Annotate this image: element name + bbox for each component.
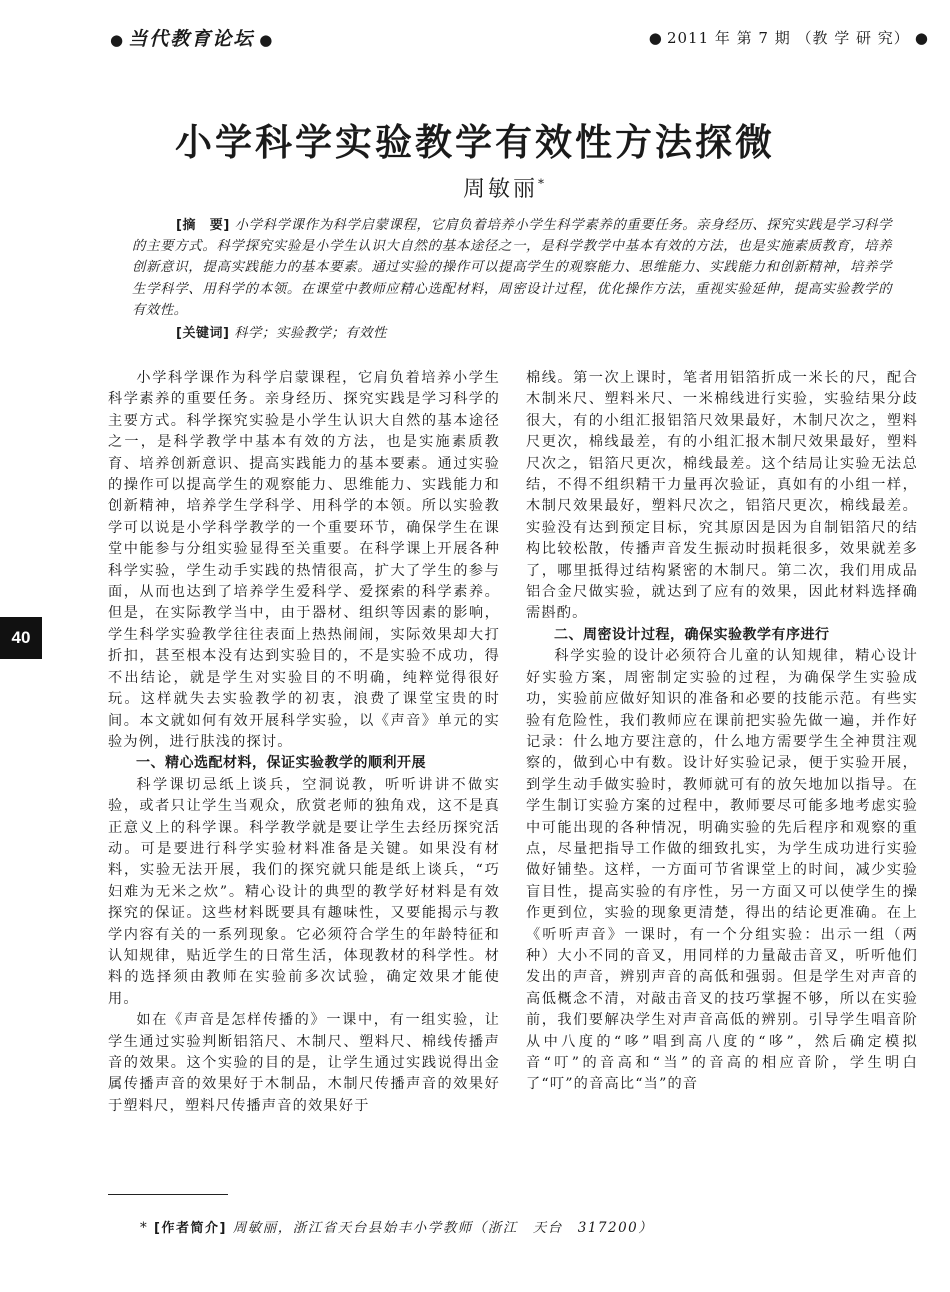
section-heading-1: 一、精心选配材料，保证实验教学的顺利开展 (136, 755, 426, 772)
abstract-text: 小学科学课作为科学启蒙课程，它肩负着培养小学生科学素养的重要任务。亲身经历、探究实践是学习科学的主要方式。科学探究实验是小学生认识大自然的基本途径之一，是科学教学中基本有效的方法，也是实施素质教育，培养创新意识，提高实践能力的基本要素。通过实验的操作可以提高学生的观察能力、思维能力、实践能力和创新精神，培养学生学科学、用科学的本领。在课堂中教师应精心选配材料，周密设计过程，优化操作方法，重视实验延伸，提高实验教学的有效性。 (132, 218, 892, 318)
abstract-label: [摘 要] (176, 218, 230, 233)
paragraph: 棉线。第一次上课时，笔者用铝箔折成一米长的尺，配合木制米尺、塑料米尺、一米棉线进行实验，实验结果分歧很大，有的小组汇报铝箔尺效果最好，木制尺次之，塑料尺更次，棉线最差，有的小组汇报木制尺效果最好，塑料尺次之，铝箔尺更次，棉线最差。这个结局让实验无法总结，不得不组织精干力量再次验证，真如有的小组一样，木制尺效果最好，塑料尺次之，铝箔尺更次，棉线最差。实验没有达到预定目标，究其原因是因为自制铝箔尺的结构比较松散，传播声音发生振动时损耗很多，效果就差多了，哪里抵得过结构紧密的木制尺。第二次，我们用成品铝合金尺做实验，就达到了应有的效果，因此材料选择确需斟酌。 (526, 370, 918, 622)
journal-name (110, 24, 272, 51)
footnote-divider (108, 1194, 228, 1195)
paragraph: 如在《声音是怎样传播的》一课中，有一组实验，让学生通过实验判断铝箔尺、木制尺、塑料尺、棉线传播声音的效果。这个实验的目的是，让学生通过实践说得出金属传播声音的效果好于木制品，木制尺传播声音的效果好于塑料尺，塑料尺传播声音的效果好于 (108, 1012, 500, 1114)
footnote (140, 1216, 653, 1236)
author-name: 周敏丽 (462, 177, 538, 202)
abstract (132, 215, 892, 344)
journal-logo: 当代教育论坛 (128, 27, 255, 50)
left-column (108, 368, 500, 1117)
issue-info: 2011 年 第 7 期 （教 学 研 究） (666, 28, 910, 47)
bullet-icon: ● (648, 28, 662, 47)
right-column (526, 368, 918, 1096)
issue-info-wrap (649, 27, 928, 48)
abstract-body (132, 215, 892, 321)
section-heading-2: 二、周密设计过程，确保实验教学有序进行 (554, 626, 830, 643)
keywords-label: [关键词] (176, 326, 230, 342)
footnote-text: 周敏丽，浙江省天台县始丰小学教师（浙江 天台 317200） (232, 1220, 654, 1236)
author-line (0, 172, 950, 203)
bullet-icon: ● (110, 30, 124, 49)
article-title: 小学科学实验教学有效性方法探微 (175, 121, 775, 164)
paragraph: 科学课切忌纸上谈兵，空洞说教，听听讲讲不做实验，或者只让学生当观众，欣赏老师的独角戏，这不是真正意义上的科学课。科学教学就是要让学生去经历探究活动。可是要进行科学实验材料准备是关键。如果没有材料，实验无法开展，我们的探究就只能是纸上谈兵，“巧妇难为无米之炊”。精心设计的典型的教学好材料是有效探究的保证。这些材料既要具有趣味性，又要能揭示与教学内容有关的一系列现象。它必须符合学生的年龄特征和认知规律，贴近学生的日常生活，体现教材的科学性。材料的选择须由教师在实验前多次试验，确定效果才能使用。 (108, 776, 500, 1007)
author-footnote-mark: * (538, 176, 547, 191)
footnote-label: [作者简介] (154, 1221, 227, 1236)
keywords-text: 科学；实验教学；有效性 (234, 326, 387, 342)
bullet-icon: ● (259, 30, 273, 49)
footnote-mark: * (140, 1220, 149, 1236)
running-header (110, 22, 928, 52)
page-number-tab: 40 (0, 617, 42, 659)
keywords (132, 323, 892, 344)
bullet-icon: ● (914, 28, 928, 47)
paragraph: 小学科学课作为科学启蒙课程，它肩负着培养小学生科学素养的重要任务。亲身经历、探究实践是学习科学的主要方式。科学探究实验是小学生认识大自然的基本途径之一，是科学教学中基本有效的方法，也是实施素质教育、培养创新意识、提高实践能力的基本要素。通过实验的操作可以提高学生的观察能力、思维能力、实践能力和创新精神，培养学生学科学、用科学的本领。所以实验教学可以说是小学科学教学的一个重要环节，确保学生在课堂中能参与分组实验显得至关重要。在科学课上开展各种科学实验，学生动手实践的热情很高，扩大了学生的参与面，从而也达到了培养学生爱科学、爱探索的科学素养。但是，在实际教学当中，由于器材、组织等因素的影响，学生科学实验教学往往表面上热热闹闹，实际效果却大打折扣，甚至根本没有达到实验目的，不是实验不成功，得不出结论，就是学生对实验目的不明确，纯粹觉得很好玩。这样就失去实验教学的初衷，浪费了课堂宝贵的时间。本文就如何有效开展科学实验，以《声音》单元的实验为例，进行肤浅的探讨。 (108, 370, 500, 750)
paragraph: 科学实验的设计必须符合儿童的认知规律，精心设计好实验方案，周密制定实验的过程，为确保学生实验成功，实验前应做好知识的准备和必要的技能示范。有些实验有危险性，我们教师应在课前把实验先做一遍，并作好记录：什么地方要注意的，什么地方需要学生全神贯注观察的，做到心中有数。设计好实验记录，便于实验开展，到学生动手做实验时，教师就可有的放矢地加以指导。在学生制订实验方案的过程中，教师要尽可能多地考虑实验中可能出现的各种情况，明确实验的先后程序和观察的重点，尽量把指导工作做的细致扎实，为学生成功进行实验做好铺垫。这样，一方面可节省课堂上的时间，减少实验盲目性，提高实验的有序性，另一方面又可以使学生的操作更到位，实验的现象更清楚，得出的结论更准确。在上《听听声音》一课时，有一个分组实验：出示一组（两种）大小不同的音叉，用同样的力量敲击音叉，听听他们发出的声音，辨别声音的高低和强弱。但是学生对声音的高低概念不清，对敲击音叉的技巧掌握不够，所以在实验前，我们要解决学生对声音高低的辨别。引导学生唱音阶从中八度的“哆”唱到高八度的“哆”，然后确定模拟音“叮”的音高和“当”的音高的相应音阶，学生明白了“叮”的音高比“当”的音 (526, 648, 918, 1093)
